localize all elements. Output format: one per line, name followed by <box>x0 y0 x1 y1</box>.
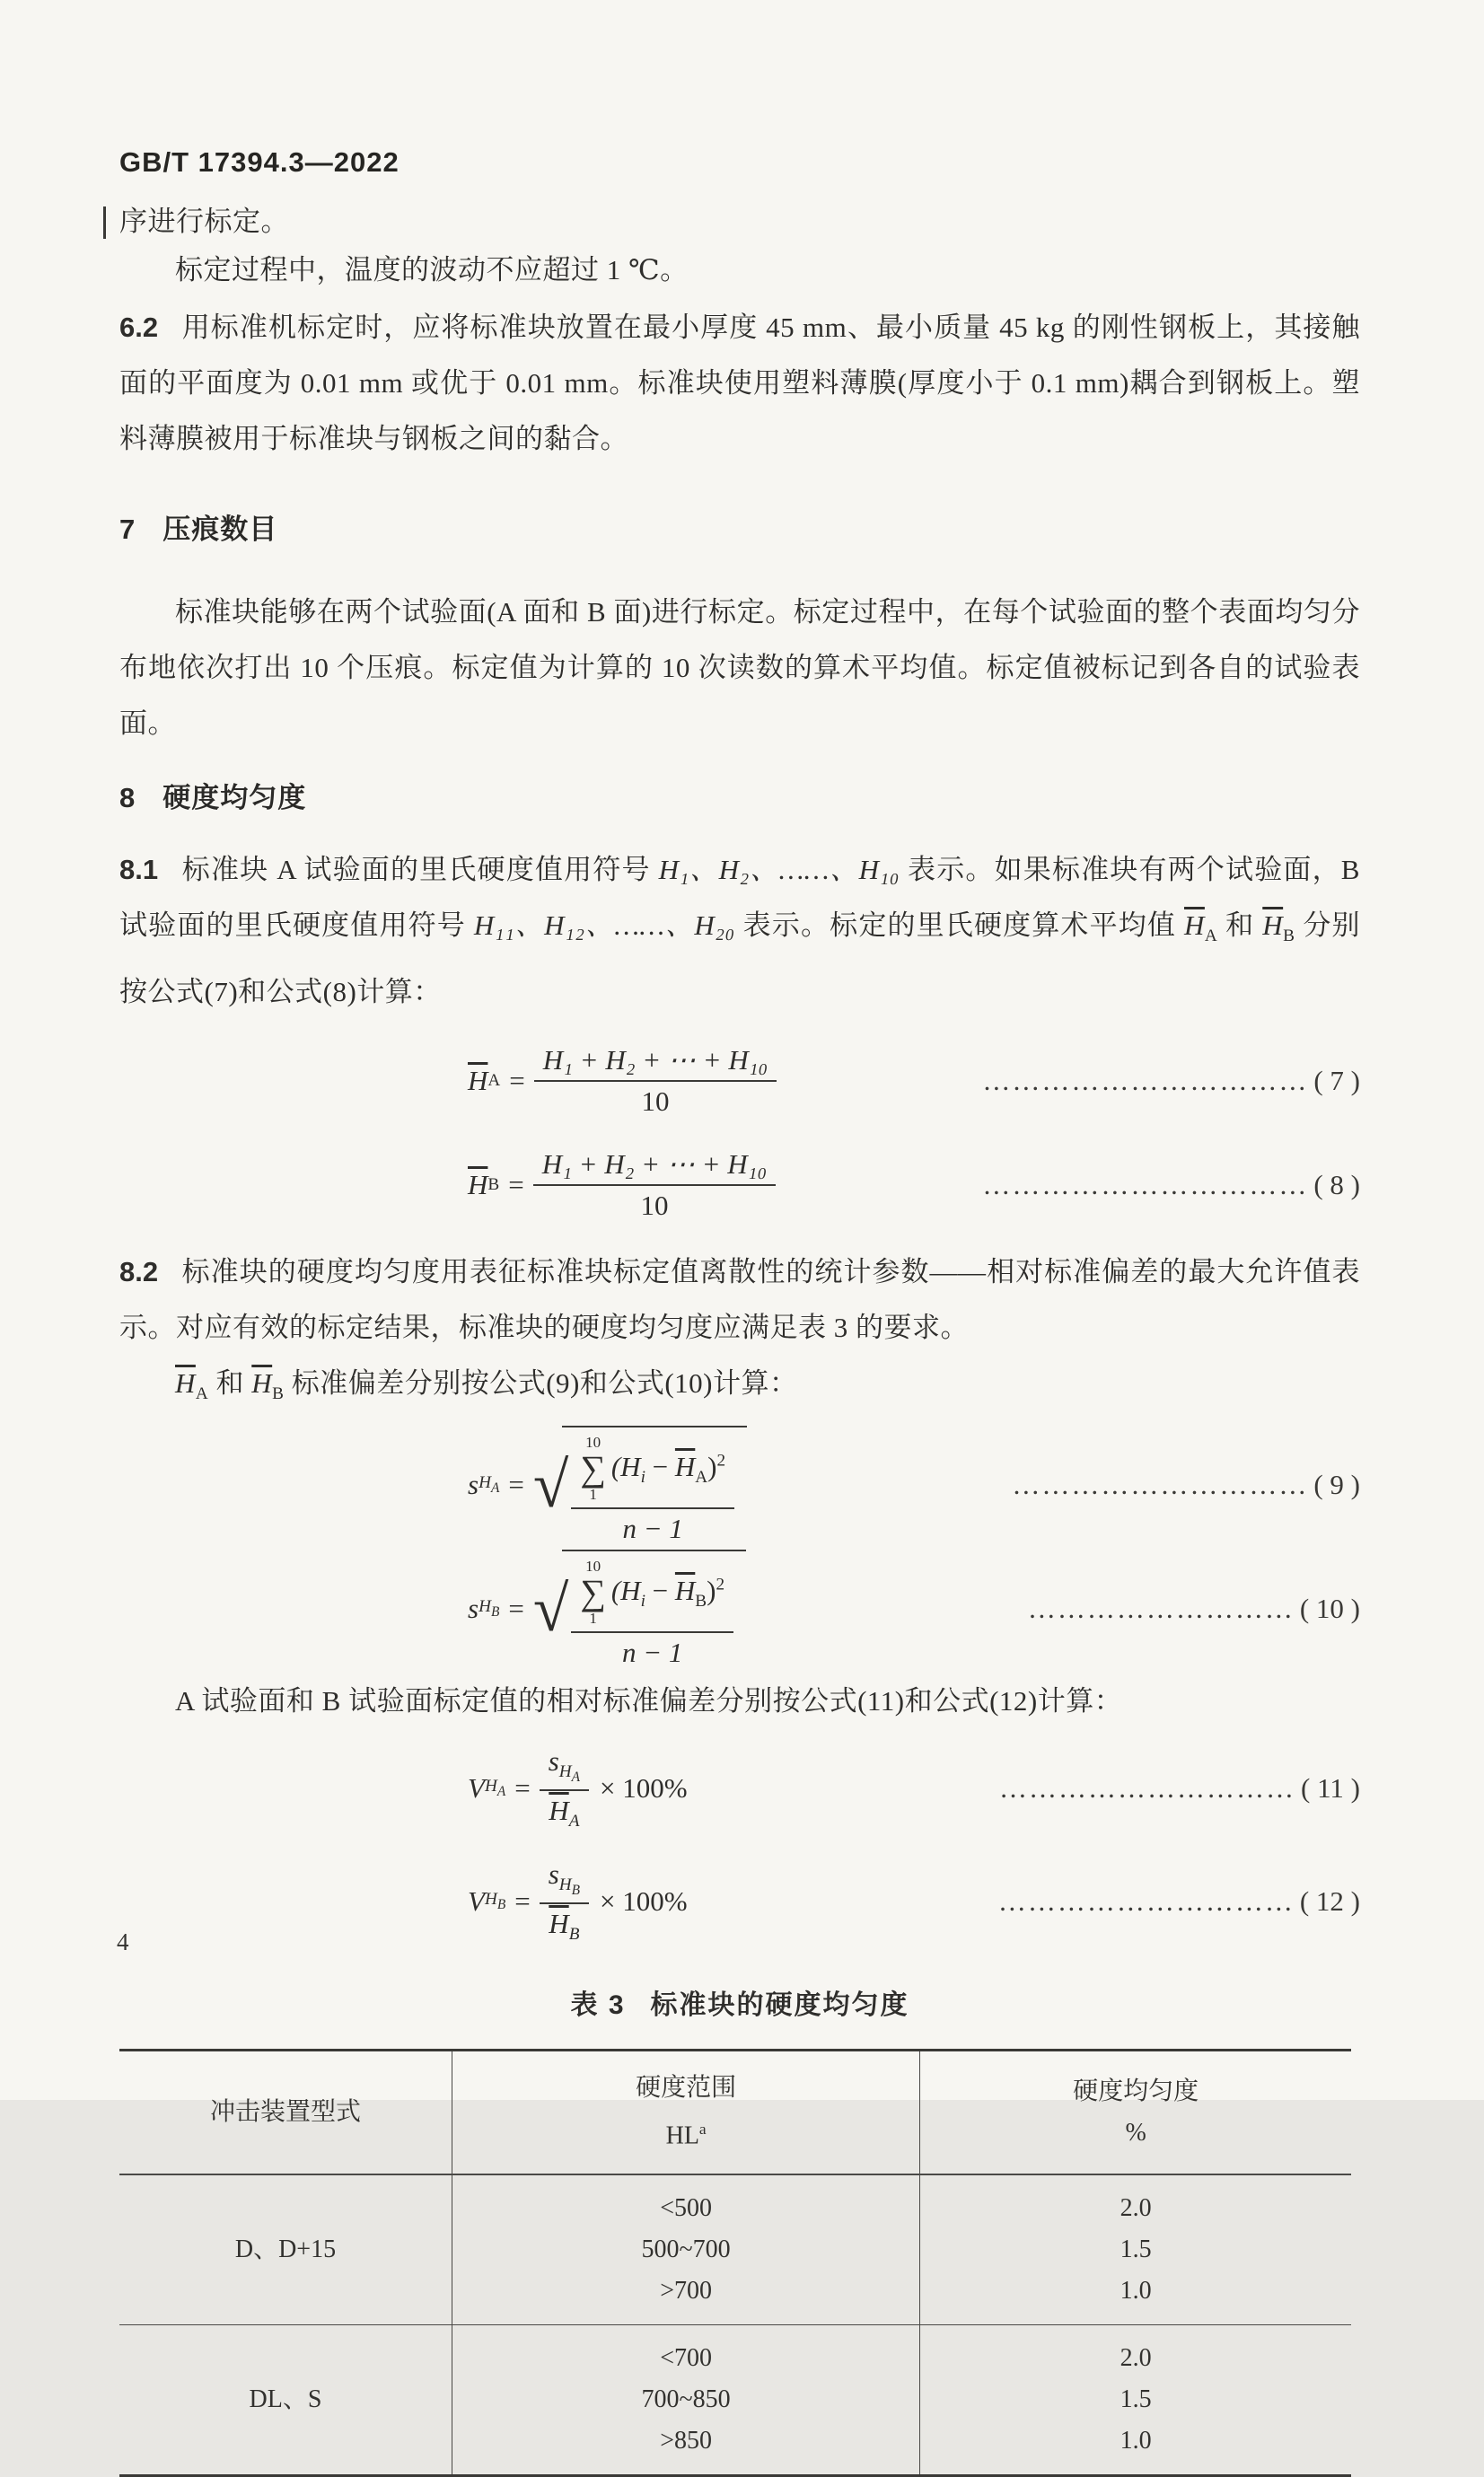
formula-11-lhs-sub-a: A <box>496 1784 506 1800</box>
formula-7-denominator: 10 <box>641 1085 670 1118</box>
formula-8-lhs-sub: B <box>487 1175 500 1195</box>
formula-7-dots: …………………………… <box>982 1065 1309 1097</box>
relative-sd-lead-line <box>119 1673 1360 1729</box>
formula-9-numerator <box>571 1435 734 1509</box>
formula-7-label: ( 7 ) <box>1313 1065 1360 1097</box>
range-cell <box>452 2324 919 2475</box>
table-3 <box>119 2049 1351 2476</box>
clause-8-number: 8 <box>119 782 136 813</box>
formula-10-numerator <box>571 1559 733 1633</box>
formula-10-lhs: s <box>468 1593 479 1625</box>
carryover-paragraph <box>119 201 1360 242</box>
range-value: 500~700 <box>641 2235 731 2263</box>
formula-12-lhs: V <box>468 1885 485 1918</box>
formula-10-power: 2 <box>716 1575 725 1594</box>
formula-10-equals: = <box>508 1593 524 1625</box>
formula-9-expression <box>468 1426 747 1545</box>
formula-12-leader <box>711 1885 1360 1918</box>
uniformity-value: 1.0 <box>1120 2276 1152 2305</box>
range-value: >700 <box>660 2276 713 2305</box>
header-hardness-range-label: 硬度范围 <box>636 2074 737 2103</box>
formula-9-open: (H <box>610 1450 641 1482</box>
formula-12-num-s: s <box>548 1858 559 1891</box>
formula-10-denominator: n − 1 <box>621 1637 683 1669</box>
formula-8-fraction <box>533 1148 777 1222</box>
formula-8-numerator: H₁ + H₂ + ⋯ + H₁₀ <box>533 1148 777 1186</box>
clause-7-number: 7 <box>119 514 136 545</box>
formula-8-denominator: 10 <box>640 1190 669 1222</box>
header-device-type-label: 冲击装置型式 <box>209 2098 361 2127</box>
header-device-type <box>119 2051 452 2174</box>
formula-10-leader <box>769 1593 1360 1625</box>
uniformity-value: 2.0 <box>1120 2193 1152 2222</box>
formula-7-leader <box>800 1065 1360 1097</box>
sigma-icon: ∑ <box>580 1572 606 1613</box>
formula-10-lhs-sub-h: H <box>479 1597 491 1617</box>
header-uniformity-unit: % <box>1125 2119 1146 2148</box>
formula-12-fraction <box>540 1858 589 1945</box>
formula-11-denominator <box>549 1791 579 1831</box>
formula-9-mean-h-sub: A <box>695 1467 708 1487</box>
device-cell <box>119 2174 452 2325</box>
formula-9-label: ( 9 ) <box>1313 1469 1360 1501</box>
formula-12-numerator <box>540 1858 589 1904</box>
formula-9-equals: = <box>508 1469 524 1501</box>
clause-7-heading <box>119 506 1360 547</box>
symbols-h1-h10: H₁、H₂、……、H₁₀ <box>658 854 900 885</box>
formula-7-numerator: H₁ + H₂ + ⋯ + H₁₀ <box>534 1044 777 1082</box>
formula-11-dots: ………………………… <box>999 1772 1295 1805</box>
range-cell <box>452 2174 919 2325</box>
formula-7-equals: = <box>509 1065 525 1097</box>
change-marker-bar <box>103 206 106 239</box>
clause-8-1-seg2: 表示。如果标准块有两个试验面，B 试验面的里氏硬度值用符号 <box>119 854 1360 941</box>
page-number: 4 <box>117 1928 129 1955</box>
formula-9-radical-sign: √ <box>532 1449 569 1522</box>
formula-12-num-sub-h: H <box>558 1875 572 1895</box>
formula-7-lhs-sub: A <box>487 1071 501 1091</box>
formula-11-leader <box>711 1772 1360 1805</box>
formula-12-denominator <box>549 1904 579 1945</box>
clause-8-1-seg1: 标准块 A 试验面的里氏硬度值用符号 <box>181 854 659 885</box>
sum-upper-limit: 10 <box>585 1433 602 1451</box>
sd-mean-ha: $\overline{H}$ <box>175 1367 196 1400</box>
formula-12-num-sub <box>558 1875 581 1899</box>
formula-11-label: ( 11 ) <box>1301 1772 1360 1805</box>
clause-8-heading <box>119 775 1360 815</box>
formula-11-num-sub <box>558 1762 581 1786</box>
formula-9-radicand <box>562 1426 747 1545</box>
footnote-a-marker: a <box>698 2121 707 2139</box>
formula-7 <box>119 1034 1360 1128</box>
formula-7-expression <box>468 1044 777 1118</box>
carryover-text: 序进行标定。 <box>119 206 289 237</box>
clause-8-1-paragraph <box>119 842 1360 1020</box>
formula-10 <box>119 1551 1360 1669</box>
formula-11-times-100: × 100% <box>600 1772 688 1805</box>
range-value: >850 <box>660 2426 713 2455</box>
hl-unit: HL <box>665 2121 699 2150</box>
clause-7-paragraph <box>119 584 1360 751</box>
header-uniformity <box>920 2051 1351 2174</box>
formula-10-lhs-sub <box>479 1597 499 1621</box>
formula-11-num-sub-a: A <box>571 1770 581 1786</box>
clause-8-1-seg3: 表示。标定的里氏硬度算术平均值 <box>734 909 1184 941</box>
formula-12-times-100: × 100% <box>600 1885 688 1918</box>
formula-9-lhs: s <box>468 1469 479 1501</box>
sd-mean-hb-sub: B <box>272 1384 285 1404</box>
formula-8-equals: = <box>508 1169 524 1201</box>
clause-8-1-seg5: 分别按公式(7)和公式(8)计算： <box>119 909 1361 1008</box>
sum-symbol <box>580 1559 606 1628</box>
formula-9-mean-h: $\overline{H}$ <box>674 1450 696 1482</box>
table-row-d-d15 <box>119 2174 1351 2325</box>
sum-upper-limit: 10 <box>585 1557 602 1575</box>
formula-12-equals: = <box>514 1885 531 1918</box>
formula-10-radicand <box>562 1550 746 1669</box>
formula-12-label: ( 12 ) <box>1299 1885 1360 1918</box>
clause-8-2-text: 标准块的硬度均匀度用表征标准块标定值离散性的统计参数——相对标准偏差的最大允许值表示。对应有效的标定结果，标准块的硬度均匀度应满足表 3 的要求。 <box>119 1256 1360 1344</box>
formula-10-dots: ……………………… <box>1027 1593 1295 1625</box>
formula-8-expression <box>468 1148 776 1222</box>
clause-6-2-text: 用标准机标定时，应将标准块放置在最小厚度 45 mm、最小质量 45 kg 的刚性钢板上，其接触面的平面度为 0.01 mm 或优于 0.01 mm。标准块使用塑料薄膜(厚度小于 0.1 mm)耦合到钢板上。塑料薄膜被用于标准块与钢板之间的黏合。 <box>119 312 1360 454</box>
formula-11-den-sub: A <box>568 1812 580 1831</box>
device-label: D、D+15 <box>234 2235 337 2263</box>
formula-10-radical-sign: √ <box>532 1573 569 1646</box>
formula-11-fraction <box>540 1745 589 1831</box>
table-header-row <box>119 2051 1351 2174</box>
formula-9-lhs-sub <box>479 1473 499 1497</box>
uniformity-value: 1.5 <box>1120 2385 1152 2413</box>
formula-8-leader <box>799 1169 1360 1201</box>
formula-9-close: ) <box>707 1450 717 1482</box>
table-3-caption-number: 表 3 <box>570 1990 626 2021</box>
formula-11-num-s: s <box>548 1745 559 1778</box>
range-value: 700~850 <box>641 2385 731 2413</box>
formula-12-expression <box>468 1858 688 1945</box>
table-row-dl-s <box>119 2324 1351 2475</box>
formula-9-leader <box>770 1469 1360 1501</box>
sum-lower-limit: 1 <box>589 1610 597 1628</box>
uniformity-value: 1.5 <box>1120 2235 1152 2263</box>
formula-10-index-sub: i <box>640 1591 645 1611</box>
sum-lower-limit: 1 <box>589 1486 597 1504</box>
mean-ha-subscript: A <box>1204 927 1218 946</box>
sd-rest-text: 标准偏差分别按公式(9)和公式(10)计算： <box>284 1367 798 1400</box>
formula-10-fraction <box>571 1559 733 1669</box>
formula-8-lhs: $\overline{H}$ <box>468 1169 488 1201</box>
formula-9-denominator: n − 1 <box>622 1513 683 1545</box>
formula-10-label: ( 10 ) <box>1299 1593 1360 1625</box>
sd-formula-lead-line <box>119 1356 1360 1422</box>
formula-8 <box>119 1138 1360 1232</box>
formula-11-num-sub-h: H <box>558 1762 572 1782</box>
uniformity-value: 1.0 <box>1120 2426 1152 2455</box>
clause-8-1-number: 8.1 <box>119 854 159 885</box>
mean-ha-symbol: $\overline{H}$ <box>1184 909 1205 941</box>
sd-mid-text: 和 <box>208 1367 252 1400</box>
device-label: DL、S <box>249 2385 322 2413</box>
mean-hb-subscript: B <box>1283 927 1295 946</box>
formula-10-mean-h: $\overline{H}$ <box>674 1574 696 1606</box>
formula-9-sqrt <box>533 1426 747 1545</box>
clause-7-title: 压痕数目 <box>162 514 278 545</box>
relative-sd-text: A 试验面和 B 试验面标定值的相对标准偏差分别按公式(11)和公式(12)计算： <box>175 1685 1123 1717</box>
clause-8-2-paragraph <box>119 1244 1360 1356</box>
formula-10-sqrt <box>533 1550 746 1669</box>
formula-12 <box>119 1851 1360 1952</box>
uniformity-cell <box>920 2174 1351 2325</box>
formula-9-power: 2 <box>716 1451 726 1471</box>
uniformity-value: 2.0 <box>1120 2343 1152 2372</box>
clause-8-2-number: 8.2 <box>119 1256 159 1288</box>
device-cell <box>119 2324 452 2475</box>
header-uniformity-label: 硬度均匀度 <box>1073 2077 1199 2106</box>
sd-mean-hb: $\overline{H}$ <box>251 1367 273 1400</box>
range-value: <500 <box>660 2193 713 2222</box>
temperature-paragraph <box>119 242 1360 298</box>
formula-9-lhs-sub-h: H <box>479 1473 491 1493</box>
formula-12-dots: ………………………… <box>997 1885 1295 1918</box>
formula-11-lhs-sub-h: H <box>484 1777 497 1796</box>
formula-11 <box>119 1738 1360 1839</box>
formula-11-lhs: V <box>468 1772 485 1805</box>
formula-12-den-sub: B <box>568 1925 580 1945</box>
formula-12-num-sub-b: B <box>571 1883 581 1899</box>
formula-10-lhs-sub-b: B <box>490 1604 500 1621</box>
formula-11-lhs-sub <box>485 1777 505 1800</box>
formula-11-equals: = <box>514 1772 531 1805</box>
formula-9-index-sub: i <box>640 1467 645 1487</box>
formula-12-lhs-sub <box>485 1890 505 1913</box>
sd-mean-ha-sub: A <box>195 1384 209 1404</box>
symbols-h11-h20: H₁₁、H₁₂、……、H₂₀ <box>473 909 735 941</box>
formula-12-den-h: $\overline{H}$ <box>549 1908 569 1940</box>
formula-11-expression <box>468 1745 688 1831</box>
clause-6-2-number: 6.2 <box>119 312 159 343</box>
formula-10-expression <box>468 1550 746 1669</box>
formula-11-den-h: $\overline{H}$ <box>549 1795 569 1827</box>
formula-9 <box>119 1427 1360 1545</box>
page-content <box>119 0 1360 2477</box>
sigma-icon: ∑ <box>580 1448 606 1489</box>
table-3-caption <box>119 1982 1360 2022</box>
formula-12-lhs-sub-b: B <box>496 1897 506 1913</box>
formula-9-lhs-sub-a: A <box>490 1480 500 1497</box>
clause-8-title: 硬度均匀度 <box>162 782 307 813</box>
formula-12-lhs-sub-h: H <box>484 1890 497 1910</box>
formula-9-dots: ………………………… <box>1012 1469 1309 1501</box>
clause-6-2-paragraph <box>119 300 1360 467</box>
formula-10-close: ) <box>707 1574 716 1606</box>
uniformity-cell <box>920 2324 1351 2475</box>
formula-10-mean-h-sub: B <box>695 1591 707 1611</box>
formula-9-minus: − <box>645 1450 675 1482</box>
sum-symbol <box>580 1435 606 1504</box>
temperature-text: 标定过程中，温度的波动不应超过 1 ℃。 <box>175 254 689 285</box>
formula-8-label: ( 8 ) <box>1313 1169 1360 1201</box>
mean-hb-symbol: $\overline{H}$ <box>1262 909 1284 941</box>
formula-10-open: (H <box>610 1574 641 1606</box>
clause-8-1-seg4: 和 <box>1217 909 1263 941</box>
formula-11-numerator <box>540 1745 589 1791</box>
table-3-caption-title: 标准块的硬度均匀度 <box>650 1990 909 2021</box>
doc-number: GB/T 17394.3—2022 <box>119 146 400 178</box>
header-hardness-range-unit <box>460 2109 912 2156</box>
formula-10-minus: − <box>645 1574 675 1606</box>
header-hardness-range <box>452 2051 919 2174</box>
formula-9-fraction <box>571 1435 734 1545</box>
range-value: <700 <box>660 2343 713 2372</box>
formula-7-fraction <box>534 1044 777 1118</box>
formula-8-dots: …………………………… <box>982 1169 1309 1201</box>
clause-7-text: 标准块能够在两个试验面(A 面和 B 面)进行标定。标定过程中，在每个试验面的整个表面均匀分布地依次打出 10 个压痕。标定值为计算的 10 次读数的算术平均值。标定值被标记到各自的试验表面。 <box>119 596 1360 739</box>
formula-7-lhs: $\overline{H}$ <box>468 1065 488 1097</box>
